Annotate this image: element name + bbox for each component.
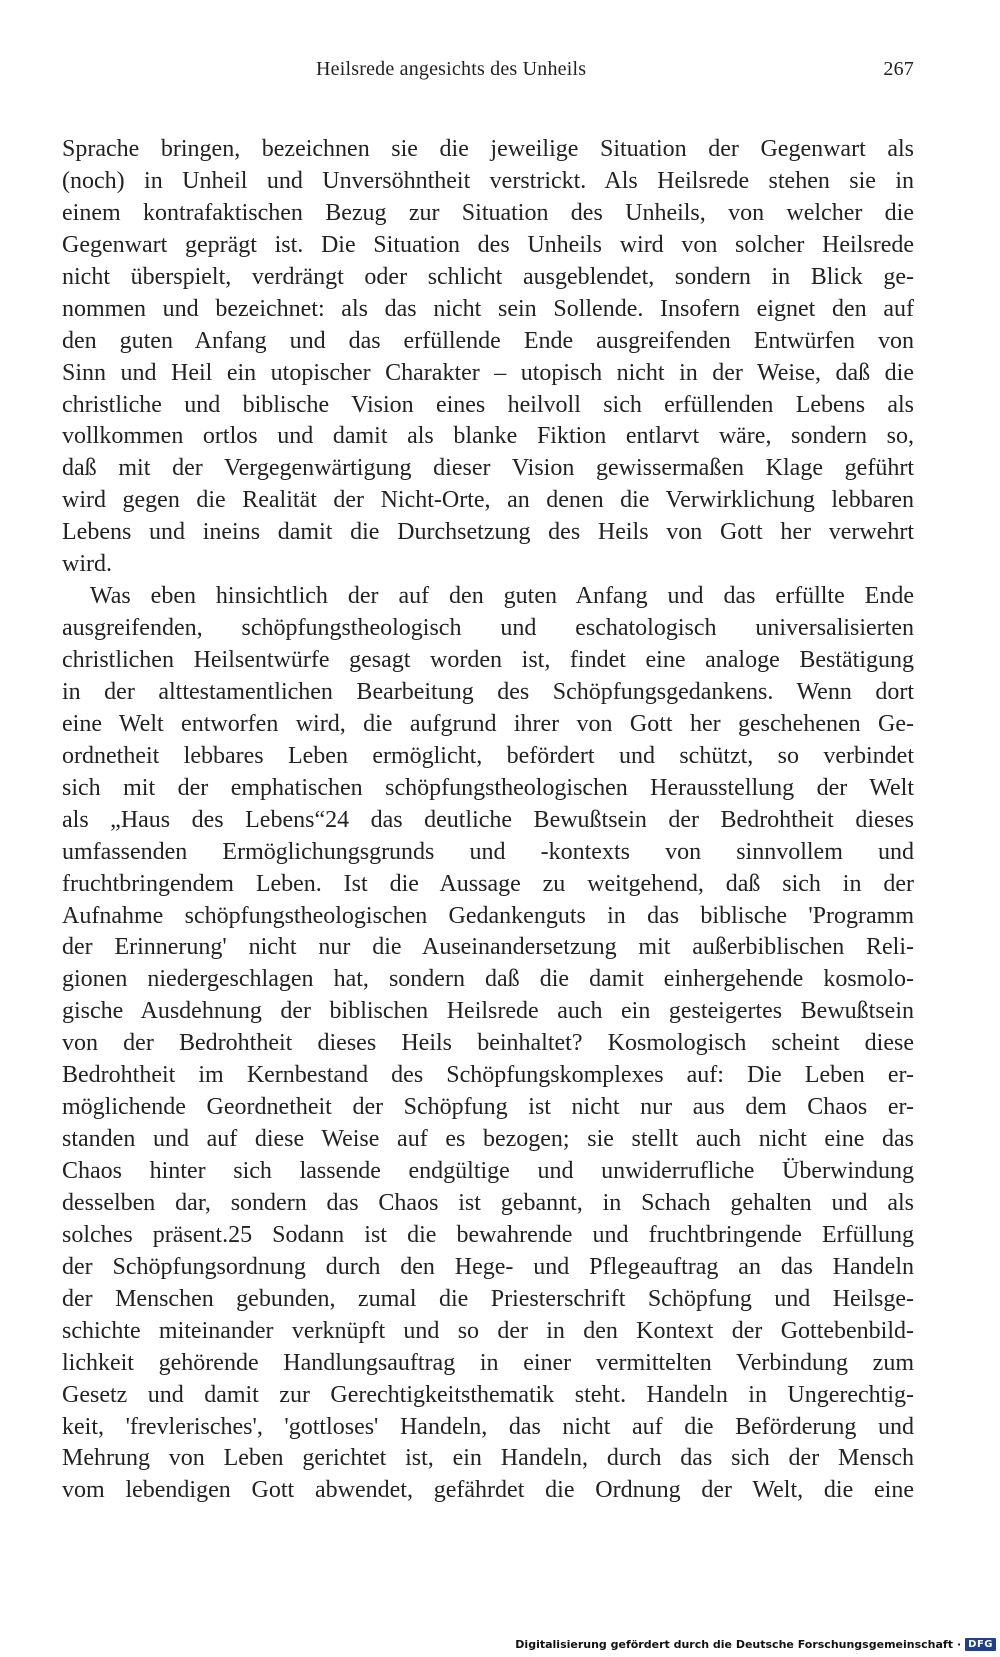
text-line: als „Haus des Lebens“24 das deutliche Bewußtsein der Bedrohtheit dieses [62, 806, 914, 833]
text-line: desselben dar, sondern das Chaos ist gebannt, in Schach gehalten und als [62, 1189, 914, 1216]
credit-text: Digitalisierung gefördert durch die Deutsche Forschungsgemeinschaft [515, 1637, 953, 1651]
text-line: eine Welt entworfen wird, die aufgrund ihrer von Gott her geschehenen Ge- [62, 710, 914, 737]
text-line: christliche und biblische Vision eines heilvoll sich erfüllenden Lebens als [62, 391, 914, 418]
paragraph-first-line: Was eben hinsichtlich der auf den guten Anfang und das erfüllte Ende [90, 583, 914, 610]
text-line: wird gegen die Realität der Nicht-Orte, an denen die Verwirklichung lebbaren [62, 487, 914, 514]
text-line: nicht überspielt, verdrängt oder schlicht ausgeblendet, sondern in Blick ge- [62, 263, 914, 290]
text-line: Sinn und Heil ein utopischer Charakter – utopisch nicht in der Weise, daß die [62, 359, 914, 386]
text-line: umfassenden Ermöglichungsgrunds und -kontexts von sinnvollem und [62, 838, 914, 865]
text-line: Mehrung von Leben gerichtet ist, ein Handeln, durch das sich der Mensch [62, 1445, 914, 1472]
text-line: solches präsent.25 Sodann ist die bewahrende und fruchtbringende Erfüllung [62, 1221, 914, 1248]
text-line: (noch) in Unheil und Unversöhntheit verstrickt. Als Heilsrede stehen sie in [62, 167, 914, 194]
text-line: christlichen Heilsentwürfe gesagt worden ist, findet eine analoge Bestätigung [62, 647, 914, 673]
dfg-logo: DFG [965, 1638, 996, 1651]
text-line: Sprache bringen, bezeichnen sie die jeweilige Situation der Gegenwart als [62, 136, 914, 162]
text-line: schichte miteinander verknüpft und so der in den Kontext der Gottebenbild- [62, 1317, 914, 1344]
text-line: sich mit der emphatischen schöpfungstheologischen Herausstellung der Welt [62, 774, 914, 801]
text-line: Lebens und ineins damit die Durchsetzung des Heils von Gott her verwehrt [62, 519, 914, 546]
text-line: möglichende Geordnetheit der Schöpfung ist nicht nur aus dem Chaos er- [62, 1094, 914, 1121]
text-line: Aufnahme schöpfungstheologischen Gedankenguts in das biblische 'Programm [62, 902, 914, 929]
text-line: einem kontrafaktischen Bezug zur Situation des Unheils, von welcher die [62, 199, 914, 226]
text-line: Gesetz und damit zur Gerechtigkeitsthematik steht. Handeln in Ungerechtig- [62, 1381, 914, 1408]
text-line: standen und auf diese Weise auf es bezogen; sie stellt auch nicht eine das [62, 1126, 914, 1153]
text-line: Chaos hinter sich lassende endgültige und unwiderrufliche Überwindung [62, 1158, 914, 1184]
text-line: lichkeit gehörende Handlungsauftrag in einer vermittelten Verbindung zum [62, 1349, 914, 1376]
text-line: vom lebendigen Gott abwendet, gefährdet die Ordnung der Welt, die eine [62, 1477, 914, 1504]
text-line: in der alttestamentlichen Bearbeitung des Schöpfungsgedankens. Wenn dort [62, 678, 914, 705]
text-line: Gegenwart geprägt ist. Die Situation des Unheils wird von solcher Heilsrede [62, 231, 914, 258]
digitization-credit [515, 1635, 996, 1653]
text-line: daß mit der Vergegenwärtigung dieser Vision gewissermaßen Klage geführt [62, 455, 914, 482]
text-line: der Menschen gebunden, zumal die Priesterschrift Schöpfung und Heilsge- [62, 1285, 914, 1312]
text-line: nommen und bezeichnet: als das nicht sein Sollende. Insofern eignet den auf [62, 295, 914, 322]
text-line: ordnetheit lebbares Leben ermöglicht, befördert und schützt, so verbindet [62, 742, 914, 769]
text-line: der Erinnerung' nicht nur die Auseinandersetzung mit außerbiblischen Reli- [62, 934, 914, 961]
separator-dot: · [956, 1637, 962, 1651]
body-text [62, 134, 914, 1507]
text-line: gische Ausdehnung der biblischen Heilsrede auch ein gesteigertes Bewußtsein [62, 998, 914, 1025]
paragraph-last-line: wird. [62, 551, 112, 578]
running-head [62, 58, 914, 86]
text-line: vollkommen ortlos und damit als blanke Fiktion entlarvt wäre, sondern so, [62, 423, 914, 450]
text-line: keit, 'frevlerisches', 'gottloses' Handeln, das nicht auf die Beförderung und [62, 1413, 914, 1440]
text-line: fruchtbringendem Leben. Ist die Aussage zu weitgehend, daß sich in der [62, 870, 914, 897]
text-line: gionen niedergeschlagen hat, sondern daß die damit einhergehende kosmolo- [62, 966, 914, 993]
text-line: Bedrohtheit im Kernbestand des Schöpfungskomplexes auf: Die Leben er- [62, 1062, 914, 1089]
text-line: den guten Anfang und das erfüllende Ende ausgreifenden Entwürfen von [62, 327, 914, 354]
page-number: 267 [883, 58, 914, 80]
text-line: ausgreifenden, schöpfungstheologisch und eschatologisch universalisierten [62, 615, 914, 642]
text-line: von der Bedrohtheit dieses Heils beinhaltet? Kosmologisch scheint diese [62, 1030, 914, 1057]
text-line: der Schöpfungsordnung durch den Hege- und Pflegeauftrag an das Handeln [62, 1253, 914, 1280]
running-title: Heilsrede angesichts des Unheils [316, 58, 587, 80]
